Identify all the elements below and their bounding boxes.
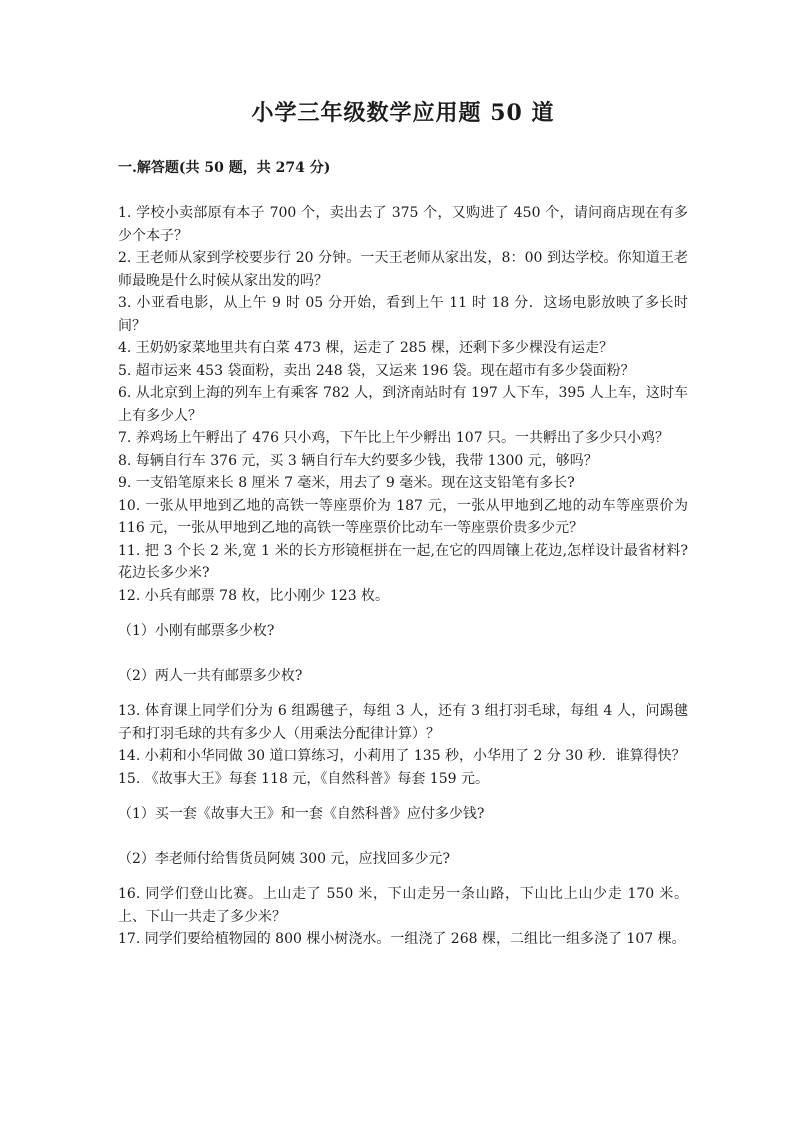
problem-15-sub-2: （2）李老师付给售货员阿姨 300 元，应找回多少元? — [118, 850, 451, 867]
problem-9: 9. 一支铅笔原来长 8 厘米 7 毫米，用去了 9 毫米。现在这支铅笔有多长? — [118, 475, 575, 491]
problem-11: 11. 把 3 个长 2 米,宽 1 米的长方形镜框拼在一起,在它的四周镶上花边,怎样设计最省材料?花边长多少米? — [118, 542, 688, 581]
problem-4: 4. 王奶奶家菜地里共有白菜 473 棵，运走了 285 棵，还剩下多少棵没有运走？ — [118, 340, 614, 356]
problem-14: 14. 小莉和小华同做 30 道口算练习，小莉用了 135 秒，小华用了 2 分 30 秒．谁算得快？ — [118, 748, 686, 764]
section-heading: 一.解答题(共 50 题，共 274 分) — [118, 160, 331, 176]
problem-12-sub-2: （2）两人一共有邮票多少枚? — [118, 667, 303, 684]
document-page — [118, 98, 688, 951]
problem-16: 16. 同学们登山比赛。上山走了 550 米，下山走另一条山路，下山比上山少走 170 米。上、下山一共走了多少米？ — [118, 886, 688, 925]
problem-12-subquestions — [118, 620, 688, 687]
problem-7: 7. 养鸡场上午孵出了 476 只小鸡，下午比上午少孵出 107 只。一共孵出了多少只小鸡？ — [118, 430, 670, 446]
problem-10: 10. 一张从甲地到乙地的高铁一等座票价为 187 元，一张从甲地到乙地的动车等座票价为 116 元，一张从甲地到乙地的高铁一等座票价比动车一等座票价贵多少元？ — [118, 497, 688, 536]
problem-13: 13. 体育课上同学们分为 6 组踢毽子，每组 3 人，还有 3 组打羽毛球，每组 4 人，问踢毽子和打羽毛球的共有多少人（用乘法分配律计算）？ — [118, 703, 688, 742]
page-title: 小学三年级数学应用题 50 道 — [251, 100, 555, 126]
problem-1: 1. 学校小卖部原有本子 700 个，卖出去了 375 个，又购进了 450 个，请问商店现在有多少个本子？ — [118, 205, 688, 244]
problem-17: 17. 同学们要给植物园的 800 棵小树浇水。一组浇了 268 棵，二组比一组多浇了 107 棵。 — [118, 931, 686, 947]
problem-12-sub-1: （1）小刚有邮票多少枚? — [118, 623, 275, 639]
problem-list — [118, 202, 688, 951]
problem-2: 2. 王老师从家到学校要步行 20 分钟。一天王老师从家出发，8：00 到达学校。你知道王老师最晚是什么时候从家出发的吗？ — [118, 250, 688, 289]
problem-5: 5. 超市运来 453 袋面粉，卖出 248 袋，又运来 196 袋。现在超市有多少袋面粉？ — [118, 362, 635, 379]
problem-6: 6. 从北京到上海的列车上有乘客 782 人，到济南站时有 197 人下车，395 人上车，这时车上有多少人？ — [118, 385, 688, 424]
problem-15-subquestions — [118, 803, 688, 870]
problem-8: 8. 每辆自行车 376 元，买 3 辆自行车大约要多少钱，我带 1300 元，够吗？ — [118, 452, 598, 469]
problem-15-sub-1: （1）买一套《故事大王》和一套《自然科普》应付多少钱? — [118, 806, 485, 822]
problem-12: 12. 小兵有邮票 78 枚，比小刚少 123 枚。 — [118, 587, 390, 604]
problem-15: 15. 《故事大王》每套 118 元，《自然科普》每套 159 元。 — [118, 770, 489, 787]
problem-3: 3. 小亚看电影，从上午 9 时 05 分开始，看到上午 11 时 18 分．这场电影放映了多长时间？ — [118, 295, 688, 334]
